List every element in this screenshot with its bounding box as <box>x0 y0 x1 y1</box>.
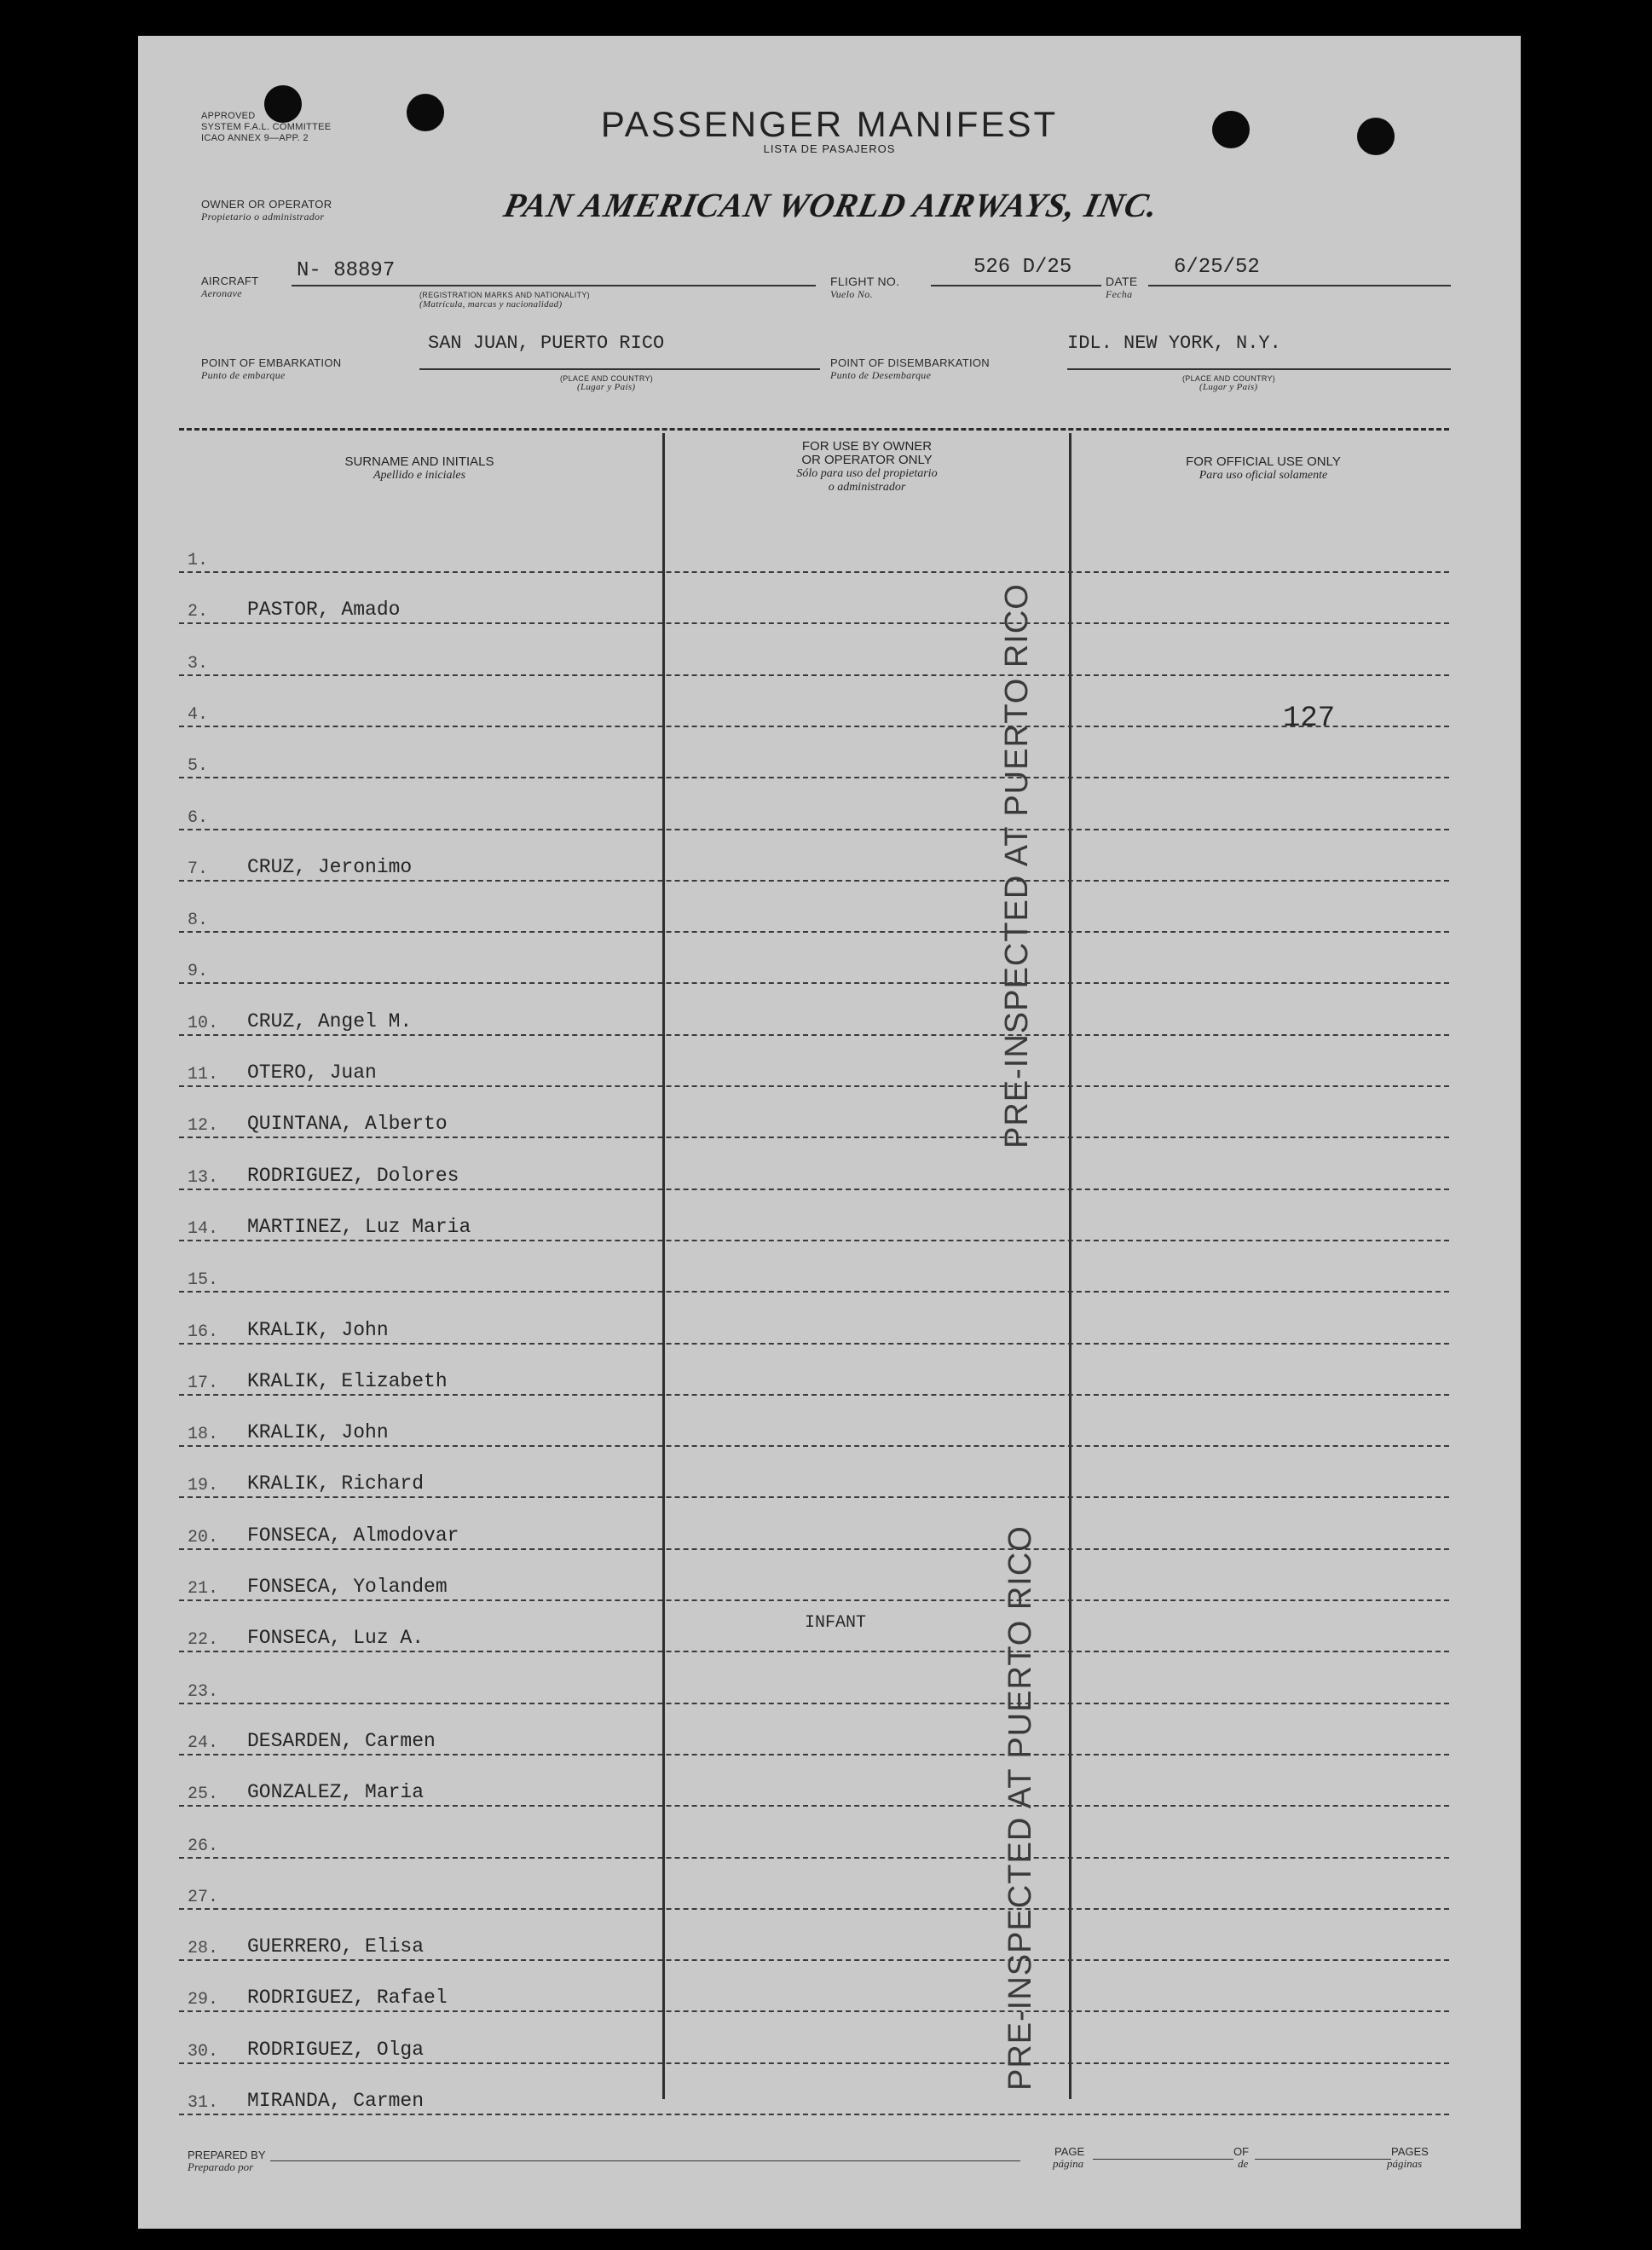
passenger-name: KRALIK, Elizabeth <box>247 1369 448 1392</box>
page-title: PASSENGER MANIFEST <box>600 104 1059 144</box>
row-rule <box>179 1959 1449 1961</box>
pages-label-es: páginas <box>1387 2157 1423 2170</box>
date-label: DATE <box>1106 275 1138 288</box>
owner-use-column-header: FOR USE BY OWNER OR OPERATOR ONLY Sólo para uso del propietario o administrador <box>796 439 938 494</box>
official-number: 127 <box>1283 703 1336 735</box>
column-divider <box>1069 433 1071 2099</box>
row-number: 21. <box>188 1579 219 1599</box>
surname-column-header: SURNAME AND INITIALS Apellido e iniciales <box>344 454 494 482</box>
row-rule <box>179 674 1449 676</box>
pages-label: PAGES <box>1391 2145 1429 2158</box>
place-note-es: (Lugar y País) <box>577 382 636 392</box>
row-number: 15. <box>188 1270 219 1291</box>
row-number: 22. <box>188 1630 219 1651</box>
passenger-name: CRUZ, Jeronimo <box>247 855 413 878</box>
passenger-name: QUINTANA, Alberto <box>247 1113 448 1136</box>
flight-label: FLIGHT NO. <box>830 275 900 288</box>
passenger-name: FONSECA, Almodovar <box>247 1524 459 1547</box>
approval-line: ICAO ANNEX 9—APP. 2 <box>201 133 309 143</box>
row-rule <box>179 1291 1449 1293</box>
row-number: 14. <box>188 1218 219 1239</box>
owner-label-es: Propietario o administrador <box>201 211 325 223</box>
place-note: (PLACE AND COUNTRY) <box>1182 374 1276 383</box>
row-rule <box>179 2010 1449 2012</box>
prepared-by-label: PREPARED BY <box>188 2149 266 2161</box>
embarkation-label: POINT OF EMBARKATION <box>201 356 342 369</box>
row-number: 19. <box>188 1476 219 1496</box>
row-rule <box>179 1908 1449 1910</box>
row-number: 27. <box>188 1887 219 1907</box>
row-rule <box>179 1240 1449 1241</box>
approval-line: APPROVED <box>201 111 256 121</box>
pre-inspected-stamp: PRE-INSPECTED AT PUERTO RICO <box>999 583 1035 1148</box>
infant-note: INFANT <box>805 1613 867 1633</box>
embarkation-label-es: Punto de embarque <box>201 369 286 381</box>
passenger-name: KRALIK, John <box>247 1421 389 1444</box>
row-number: 8. <box>188 911 209 931</box>
row-rule <box>179 571 1449 573</box>
row-rule <box>179 2062 1449 2064</box>
date-value: 6/25/52 <box>1174 256 1260 279</box>
row-rule <box>179 1548 1449 1550</box>
passenger-name: GONZALEZ, Maria <box>247 1781 425 1804</box>
registration-note: (REGISTRATION MARKS AND NATIONALITY) <box>419 291 590 299</box>
disembarkation-label: POINT OF DISEMBARKATION <box>830 356 990 369</box>
airline-name: PAN AMERICAN WORLD AIRWAYS, INC. <box>500 186 1163 224</box>
row-rule <box>179 1754 1449 1755</box>
row-number: 9. <box>188 962 209 982</box>
row-rule <box>179 1703 1449 1704</box>
row-number: 31. <box>188 2093 219 2113</box>
row-number: 25. <box>188 1784 219 1805</box>
row-rule <box>179 1189 1449 1190</box>
aircraft-label: AIRCRAFT <box>201 275 259 287</box>
column-divider <box>662 433 665 2099</box>
row-number: 5. <box>188 756 209 777</box>
page-subtitle: LISTA DE PASAJEROS <box>763 142 896 155</box>
row-rule <box>179 777 1449 778</box>
place-note: (PLACE AND COUNTRY) <box>560 374 654 383</box>
passenger-name: MIRANDA, Carmen <box>247 2090 425 2112</box>
prepared-by-label-es: Preparado por <box>188 2160 254 2173</box>
row-rule <box>179 1085 1449 1087</box>
row-number: 24. <box>188 1732 219 1753</box>
row-number: 16. <box>188 1322 219 1342</box>
row-rule <box>179 1394 1449 1396</box>
row-number: 17. <box>188 1373 219 1393</box>
of-label-es: de <box>1238 2157 1249 2170</box>
row-number: 10. <box>188 1013 219 1033</box>
passenger-name: PASTOR, Amado <box>247 599 401 622</box>
passenger-name: FONSECA, Luz A. <box>247 1627 425 1650</box>
row-number: 13. <box>188 1167 219 1188</box>
row-rule <box>179 1034 1449 1036</box>
row-rule <box>179 1445 1449 1447</box>
page-label: PAGE <box>1054 2145 1085 2158</box>
row-rule <box>179 880 1449 882</box>
owner-label: OWNER OR OPERATOR <box>201 198 332 211</box>
row-number: 23. <box>188 1681 219 1702</box>
row-rule <box>179 2114 1449 2115</box>
row-number: 20. <box>188 1527 219 1547</box>
row-number: 18. <box>188 1425 219 1445</box>
flight-value: 526 D/25 <box>973 256 1072 279</box>
row-number: 4. <box>188 704 209 725</box>
registration-note-es: (Matrícula, marcas y nacionalidad) <box>419 299 563 309</box>
pre-inspected-stamp: PRE-INSPECTED AT PUERTO RICO <box>1002 1525 1038 2091</box>
passenger-name: RODRIGUEZ, Rafael <box>247 1987 448 2010</box>
row-number: 29. <box>188 1990 219 2010</box>
passenger-name: KRALIK, John <box>247 1318 389 1341</box>
row-rule <box>179 1496 1449 1498</box>
row-number: 3. <box>188 653 209 674</box>
passenger-name: CRUZ, Angel M. <box>247 1009 413 1032</box>
row-rule <box>179 1599 1449 1601</box>
official-use-column-header: FOR OFFICIAL USE ONLY Para uso oficial solamente <box>1186 454 1341 482</box>
passenger-name: RODRIGUEZ, Olga <box>247 2038 425 2061</box>
row-number: 12. <box>188 1116 219 1137</box>
row-rule <box>179 622 1449 624</box>
row-number: 1. <box>188 551 209 570</box>
row-rule <box>179 726 1449 727</box>
disembarkation-value: IDL. NEW YORK, N.Y. <box>1067 333 1281 354</box>
manifest-sheet <box>138 36 1521 2229</box>
row-rule <box>179 931 1449 933</box>
flight-label-es: Vuelo No. <box>830 288 873 300</box>
approval-line: SYSTEM F.A.L. COMMITTEE <box>201 122 332 132</box>
date-label-es: Fecha <box>1106 288 1133 300</box>
aircraft-label-es: Aeronave <box>201 287 242 299</box>
row-rule <box>179 1857 1449 1859</box>
embarkation-value: SAN JUAN, PUERTO RICO <box>428 333 665 354</box>
passenger-name: MARTINEZ, Luz Maria <box>247 1215 471 1238</box>
row-rule <box>179 1343 1449 1345</box>
disembarkation-label-es: Punto de Desembarque <box>830 369 932 381</box>
row-rule <box>179 1137 1449 1138</box>
passenger-name: OTERO, Juan <box>247 1061 377 1084</box>
aircraft-value: N- 88897 <box>297 259 396 282</box>
row-rule <box>179 1651 1449 1652</box>
row-number: 26. <box>188 1836 219 1856</box>
row-number: 2. <box>188 602 209 622</box>
passenger-name: RODRIGUEZ, Dolores <box>247 1164 459 1187</box>
passenger-name: GUERRERO, Elisa <box>247 1935 425 1958</box>
row-number: 28. <box>188 1939 219 1959</box>
row-number: 30. <box>188 2041 219 2062</box>
row-number: 7. <box>188 859 209 879</box>
row-rule <box>179 829 1449 830</box>
row-number: 6. <box>188 807 209 828</box>
passenger-name: DESARDEN, Carmen <box>247 1729 436 1752</box>
passenger-name: FONSECA, Yolandem <box>247 1576 448 1598</box>
row-number: 11. <box>188 1065 219 1085</box>
passenger-name: KRALIK, Richard <box>247 1472 425 1495</box>
row-rule <box>179 982 1449 984</box>
row-rule <box>179 1805 1449 1807</box>
place-note-es: (Lugar y País) <box>1199 382 1258 392</box>
page-label-es: página <box>1053 2157 1084 2170</box>
of-label: OF <box>1233 2145 1250 2158</box>
